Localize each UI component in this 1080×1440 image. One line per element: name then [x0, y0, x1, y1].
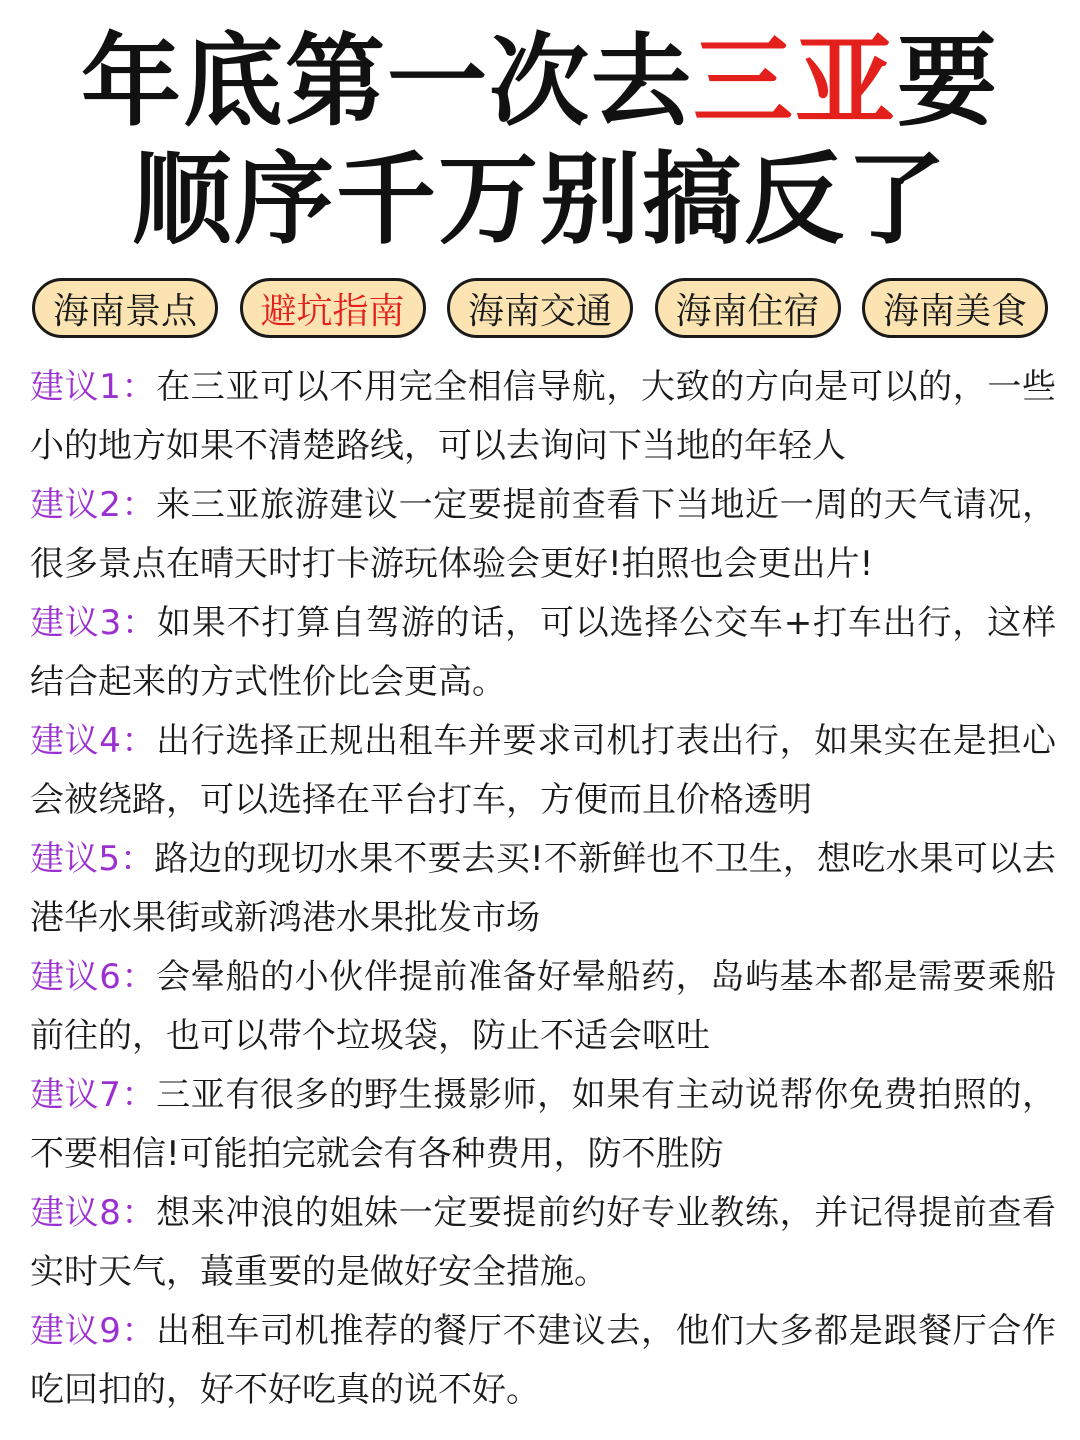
tip-text: 出行选择正规出租车并要求司机打表出行，如果实在是担心会被绕路，可以选择在平台打车，方便而且价格透明 — [30, 721, 1056, 820]
title-suffix: 要 — [897, 23, 999, 140]
tip-text: 路边的现切水果不要去买!不新鲜也不卫生，想吃水果可以去港华水果街或新鸿港水果批发市场 — [30, 839, 1056, 938]
tag-pitfall-guide[interactable]: 避坑指南 — [240, 278, 426, 338]
tip-label: 建议8： — [30, 1193, 157, 1233]
tip-text: 在三亚可以不用完全相信导航，大致的方向是可以的，一些小的地方如果不清楚路线，可以去询问下当地的年轻人 — [30, 367, 1056, 466]
tag-hainan-transport[interactable]: 海南交通 — [447, 278, 633, 338]
tag-hainan-lodging[interactable]: 海南住宿 — [655, 278, 841, 338]
tag-hainan-food[interactable]: 海南美食 — [862, 278, 1048, 338]
tip-text: 会晕船的小伙伴提前准备好晕船药，岛屿基本都是需要乘船前往的，也可以带个垃圾袋，防止不适会呕吐 — [30, 957, 1056, 1056]
tip-text: 来三亚旅游建议一定要提前查看下当地近一周的天气请况，很多景点在晴天时打卡游玩体验会更好!拍照也会更出片! — [30, 485, 1056, 584]
title-prefix: 年底第一次去 — [81, 23, 693, 140]
tip-item-3 — [30, 594, 1056, 712]
tip-item-6 — [30, 948, 1056, 1066]
tag-row — [32, 278, 1048, 338]
tip-item-2 — [30, 476, 1056, 594]
tip-item-5 — [30, 830, 1056, 948]
tag-hainan-attractions[interactable]: 海南景点 — [32, 278, 218, 338]
tip-label: 建议3： — [30, 603, 157, 643]
tip-label: 建议1： — [30, 367, 157, 407]
tip-text: 如果不打算自驾游的话，可以选择公交车+打车出行，这样结合起来的方式性价比会更高。 — [30, 603, 1056, 702]
tip-text: 想来冲浪的姐妹一定要提前约好专业教练，并记得提前查看实时天气，蕞重要的是做好安全措施。 — [30, 1193, 1056, 1292]
tip-label: 建议4： — [30, 721, 157, 761]
tip-item-9 — [30, 1302, 1056, 1420]
tip-text: 出租车司机推荐的餐厅不建议去，他们大多都是跟餐厅合作吃回扣的，好不好吃真的说不好。 — [30, 1311, 1056, 1410]
tip-label: 建议9： — [30, 1311, 157, 1351]
tip-item-7 — [30, 1066, 1056, 1184]
tip-item-1 — [30, 358, 1056, 476]
tip-label: 建议7： — [30, 1075, 157, 1115]
tip-text: 三亚有很多的野生摄影师，如果有主动说帮你免费拍照的，不要相信!可能拍完就会有各种费用，防不胜防 — [30, 1075, 1056, 1174]
tip-label: 建议6： — [30, 957, 157, 997]
page-title-line-2: 顺序千万别搞反了 — [132, 141, 948, 258]
tip-label: 建议2： — [30, 485, 157, 525]
tip-label: 建议5： — [30, 839, 155, 879]
page-title-line-1 — [0, 23, 1080, 140]
tip-item-8 — [30, 1184, 1056, 1302]
tip-item-4 — [30, 712, 1056, 830]
title-highlight: 三亚 — [693, 23, 897, 140]
tips-list — [30, 358, 1056, 1420]
